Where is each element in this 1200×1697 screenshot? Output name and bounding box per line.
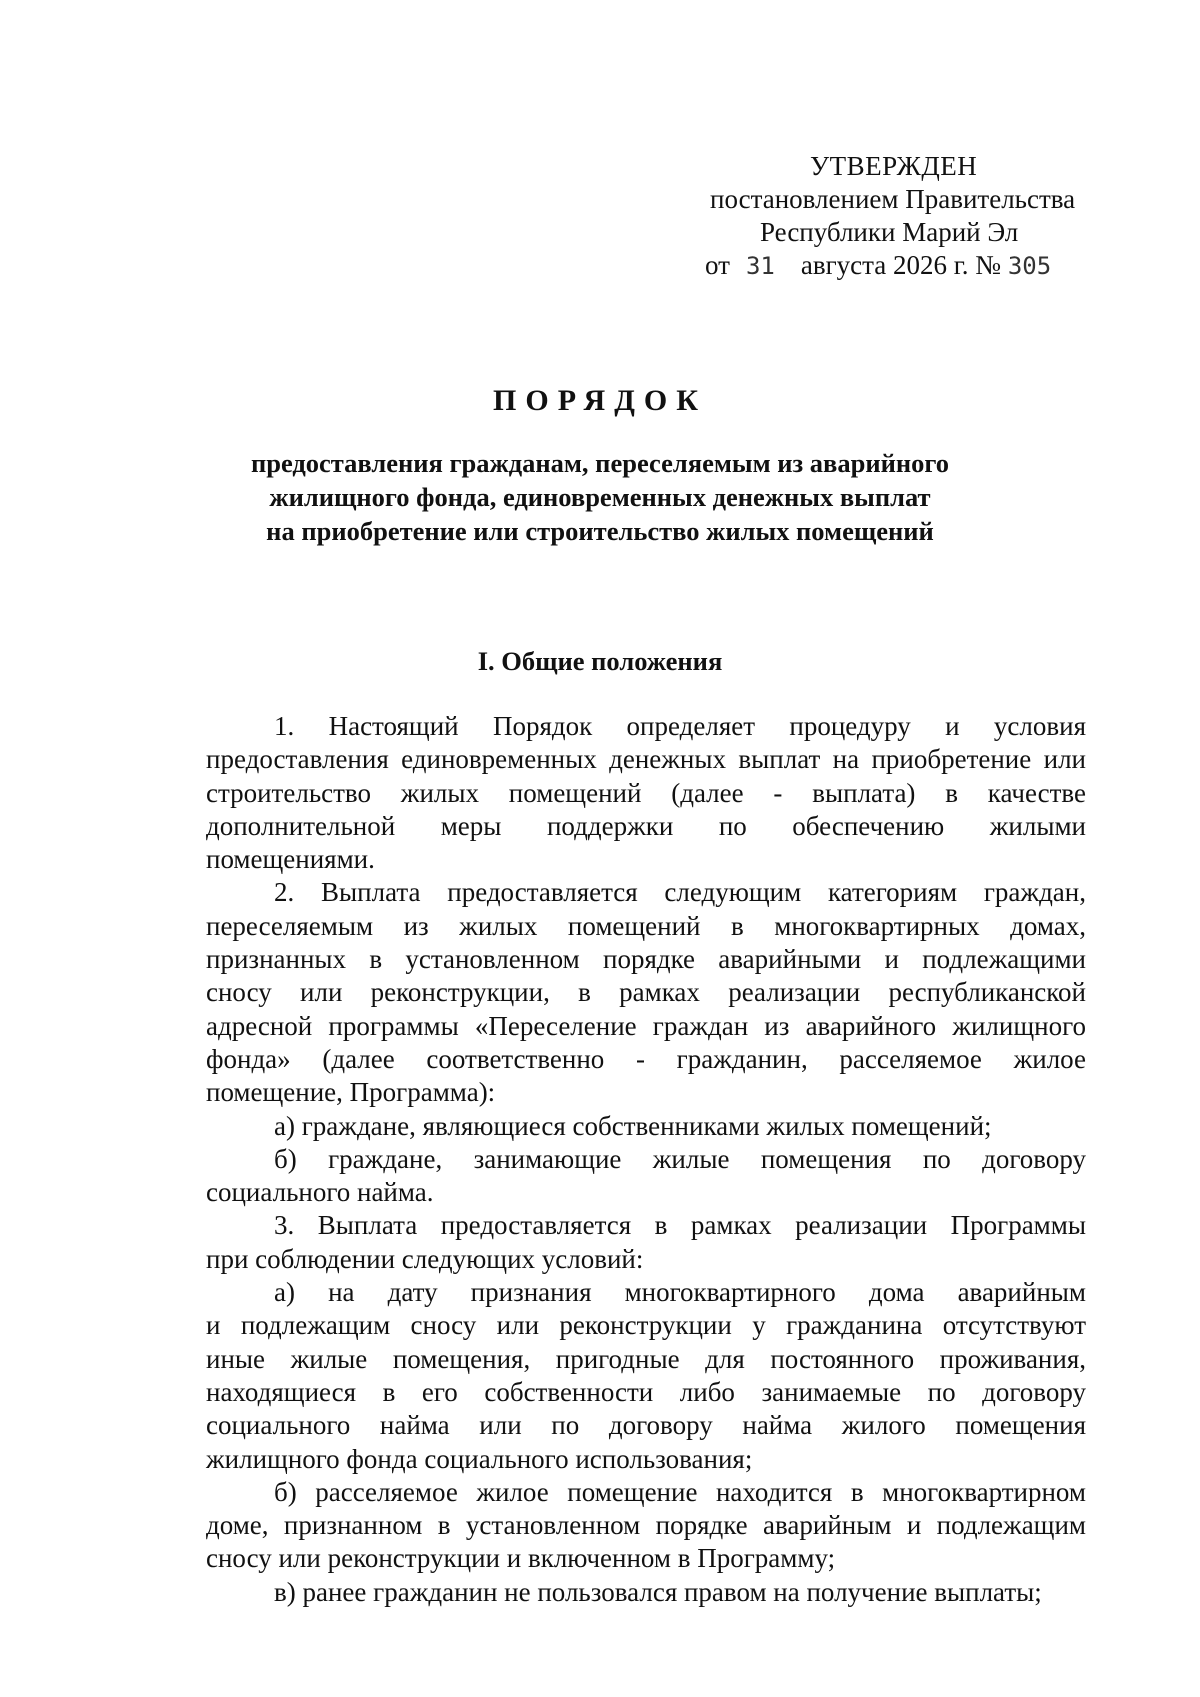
paragraph-line: сносу или реконструкции, в рамках реализации республиканской	[206, 977, 1086, 1008]
paragraph-line: 2. Выплата предоставляется следующим категориям граждан,	[274, 877, 1086, 908]
paragraph-line: 3. Выплата предоставляется в рамках реализации Программы	[274, 1210, 1086, 1241]
approval-block	[690, 150, 1110, 283]
document-subtitle	[200, 446, 1000, 548]
paragraph-line: и подлежащим сносу или реконструкции у гражданина отсутствуют	[206, 1310, 1086, 1341]
paragraph-line: социального найма или по договору найма жилого помещения	[206, 1410, 1086, 1441]
paragraph-line: б) расселяемое жилое помещение находится в многоквартирном	[274, 1476, 1086, 1507]
approval-heading: УТВЕРЖДЕН	[810, 151, 978, 181]
subtitle-line: жилищного фонда, единовременных денежных выплат	[269, 482, 931, 512]
paragraph-line: помещение, Программа):	[206, 1077, 496, 1108]
paragraph-line: доме, признанном в установленном порядке аварийным и подлежащим	[206, 1510, 1086, 1541]
paragraph-line: 1. Настоящий Порядок определяет процедуру и условия	[274, 711, 1086, 741]
approval-authority-line2: Республики Марий Эл	[760, 217, 1019, 247]
document-body	[206, 710, 1086, 1609]
paragraph-line: при соблюдении следующих условий:	[206, 1243, 644, 1274]
paragraph-line: предоставления единовременных денежных выплат на приобретение или	[206, 744, 1086, 775]
paragraph-line: а) на дату признания многоквартирного дома аварийным	[274, 1277, 1086, 1308]
approval-date-line	[690, 249, 1110, 283]
paragraph-line: строительство жилых помещений (далее - выплата) в качестве	[206, 777, 1086, 808]
paragraph-line: иные жилые помещения, пригодные для постоянного проживания,	[206, 1343, 1086, 1374]
paragraph-line: в) ранее гражданин не пользовался правом на получение выплаты;	[274, 1576, 1042, 1607]
paragraph-line: б) граждане, занимающие жилые помещения по договору	[274, 1143, 1086, 1174]
paragraph-line: помещениями.	[206, 844, 375, 875]
subtitle-line: на приобретение или строительство жилых помещений	[266, 516, 934, 546]
document-title: ПОРЯДОК	[493, 384, 707, 417]
section-heading: I. Общие положения	[477, 646, 723, 676]
paragraph-line: а) граждане, являющиеся собственниками жилых помещений;	[274, 1110, 992, 1141]
date-prefix: от	[705, 250, 730, 280]
paragraph-line: переселяемым из жилых помещений в многоквартирных домах,	[206, 910, 1086, 941]
date-day: 31	[745, 252, 775, 280]
paragraph-line: признанных в установленном порядке аварийными и подлежащими	[206, 944, 1086, 975]
subtitle-line: предоставления гражданам, переселяемым из аварийного	[250, 448, 950, 478]
approval-authority-line1: постановлением Правительства	[710, 184, 1076, 214]
paragraph-line: сносу или реконструкции и включенном в Программу;	[206, 1543, 836, 1574]
paragraph-line: дополнительной меры поддержки по обеспечению жилыми	[206, 810, 1086, 841]
paragraph-line: находящиеся в его собственности либо занимаемые по договору	[206, 1376, 1086, 1407]
paragraph-line: социального найма.	[206, 1177, 434, 1208]
paragraph-line: жилищного фонда социального использования;	[206, 1443, 753, 1474]
paragraph-line: адресной программы «Переселение граждан из аварийного жилищного	[206, 1010, 1086, 1041]
document-number: 305	[1007, 252, 1052, 280]
paragraph-line: фонда» (далее соответственно - гражданин, расселяемое жилое	[206, 1043, 1086, 1074]
date-month-year: августа 2026 г. №	[800, 250, 1002, 280]
